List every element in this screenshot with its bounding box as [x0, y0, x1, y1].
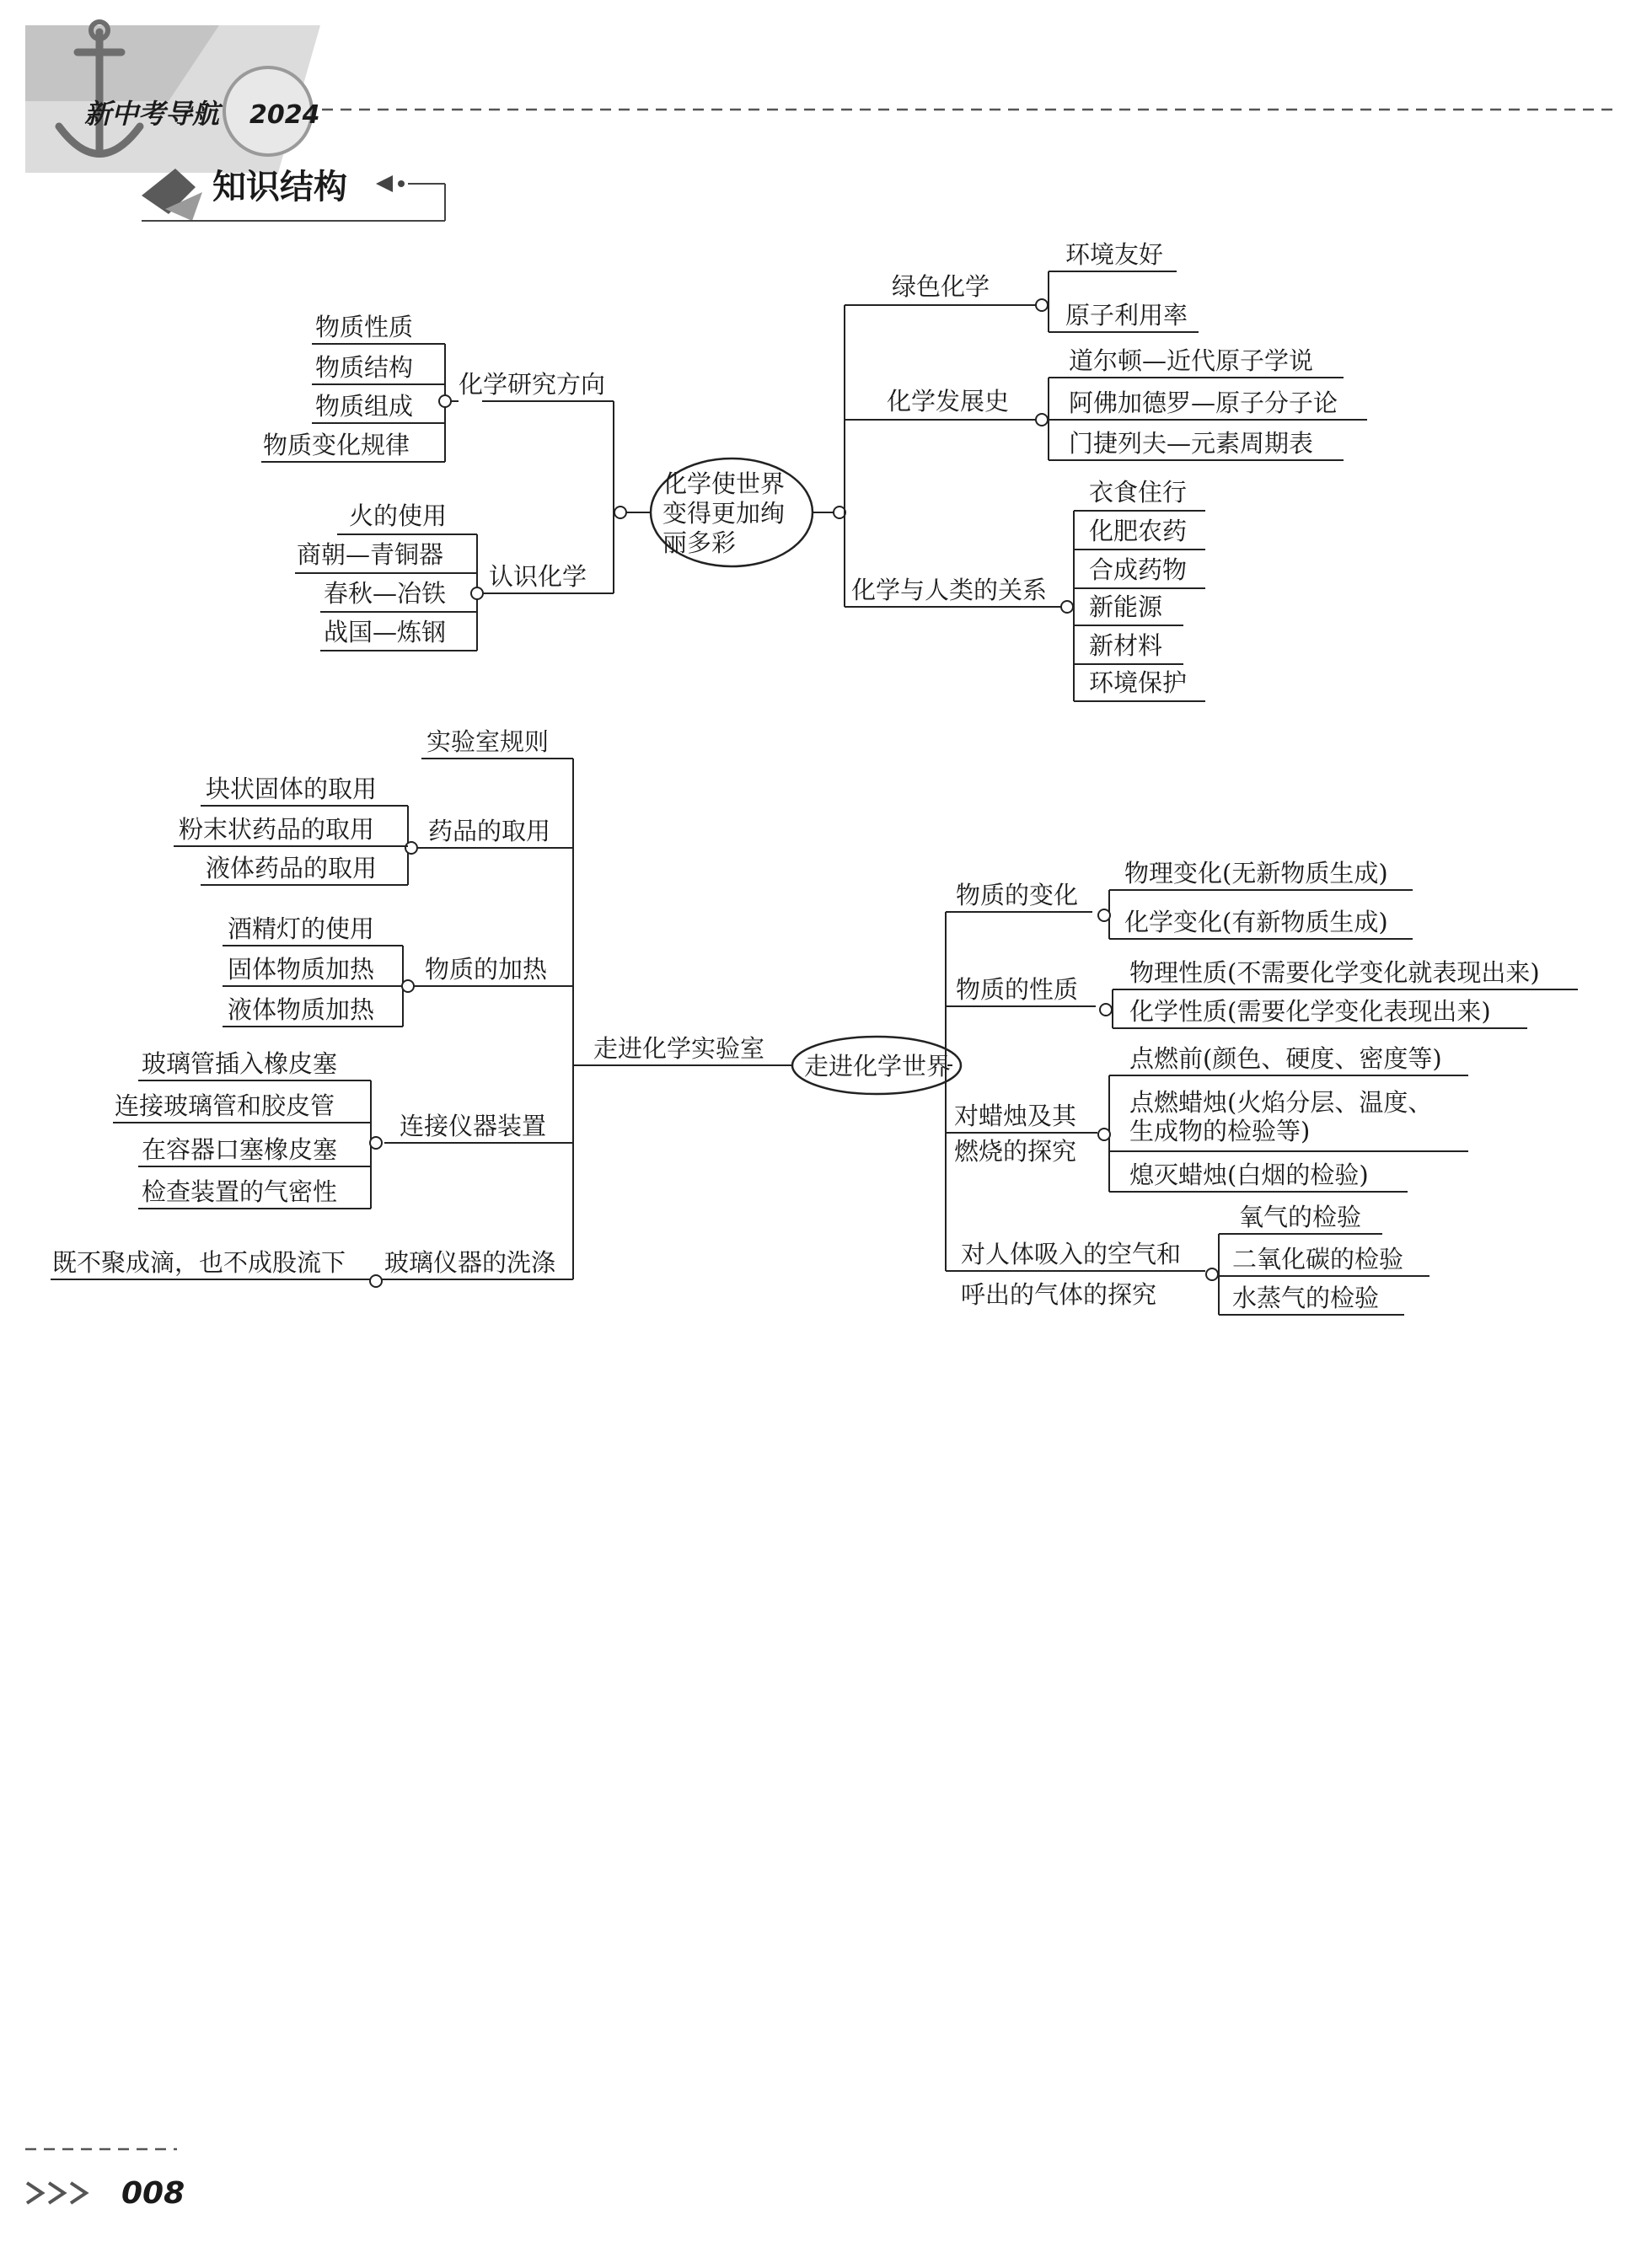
research-item-2: 物质结构 [315, 353, 414, 382]
green-chemistry-label: 绿色化学 [892, 272, 990, 301]
taking-item-2: 粉末状药品的取用 [179, 815, 375, 844]
know-chemistry-label: 认识化学 [489, 562, 587, 591]
candle-label-line-2: 燃烧的探究 [954, 1137, 1077, 1166]
research-item-3: 物质组成 [315, 392, 414, 421]
change-item-2: 化学变化(有新物质生成) [1124, 908, 1388, 936]
know-item-1: 火的使用 [349, 501, 448, 530]
connecting-item-3: 在容器口塞橡皮塞 [142, 1135, 338, 1164]
property-label: 物质的性质 [956, 975, 1079, 1004]
taking-item-1: 块状固体的取用 [206, 775, 378, 803]
section-arrow-icon [376, 175, 393, 192]
change-item-1: 物理变化(无新物质生成) [1124, 859, 1388, 887]
green-item-2: 原子利用率 [1065, 301, 1188, 330]
heating-item-2: 固体物质加热 [228, 955, 375, 984]
taking-item-3: 液体药品的取用 [206, 854, 378, 882]
breath-label-line-1: 对人体吸入的空气和 [961, 1240, 1182, 1268]
candle-burning-line-2: 生成物的检验等) [1129, 1117, 1311, 1145]
relation-item-1: 衣食住行 [1089, 478, 1188, 507]
map2-center-label: 走进化学世界 [804, 1052, 952, 1080]
history-item-2: 阿佛加德罗—原子分子论 [1069, 389, 1338, 417]
washing-item: 既不聚成滴，也不成股流下 [52, 1248, 346, 1277]
candle-label-line-1: 对蜡烛及其 [954, 1102, 1077, 1130]
section-header [142, 168, 445, 221]
property-item-1: 物理性质(不需要化学变化就表现出来) [1129, 958, 1540, 987]
breath-item-3: 水蒸气的检验 [1232, 1284, 1380, 1312]
relation-item-6: 环境保护 [1089, 668, 1188, 697]
relation-item-2: 化肥农药 [1089, 517, 1188, 545]
connecting-item-4: 检查装置的气密性 [142, 1177, 338, 1206]
breath-item-1: 氧气的检验 [1239, 1203, 1362, 1231]
triple-chevron-icon [27, 2183, 86, 2203]
research-item-4: 物质变化规律 [263, 431, 410, 459]
history-item-1: 道尔顿—近代原子学说 [1069, 346, 1314, 375]
lab-rules: 实验室规则 [426, 727, 550, 756]
heating-item-1: 酒精灯的使用 [228, 914, 375, 943]
washing-label: 玻璃仪器的洗涤 [384, 1248, 556, 1277]
history-item-3: 门捷列夫—元素周期表 [1069, 429, 1314, 458]
map1-center-line-3: 丽多彩 [662, 528, 737, 557]
change-label: 物质的变化 [956, 881, 1079, 909]
map1-center-line-1: 化学使世界 [662, 469, 786, 498]
candle-burning-line-1: 点燃蜡烛(火焰分层、温度、 [1129, 1088, 1433, 1117]
section-title: 知识结构 [212, 168, 347, 206]
header-brand: 新中考导航 [84, 98, 220, 130]
taking-label: 药品的取用 [428, 817, 551, 845]
header-year: 2024 [249, 100, 320, 130]
relation-item-4: 新能源 [1089, 592, 1163, 621]
research-item-1: 物质性质 [315, 313, 414, 341]
heating-label: 物质的加热 [425, 955, 548, 984]
connecting-item-2: 连接玻璃管和胶皮管 [115, 1091, 335, 1120]
breath-label-line-2: 呼出的气体的探究 [961, 1280, 1157, 1309]
know-item-3: 春秋—冶铁 [324, 579, 447, 608]
connecting-label: 连接仪器装置 [400, 1112, 547, 1140]
page-number: 008 [121, 2176, 185, 2211]
header-banner [25, 22, 1614, 173]
green-item-1: 环境友好 [1065, 240, 1164, 269]
know-item-2: 商朝—青铜器 [297, 540, 444, 569]
map1-center-line-2: 变得更加绚 [662, 499, 786, 528]
property-item-2: 化学性质(需要化学变化表现出来) [1129, 997, 1491, 1026]
relation-item-5: 新材料 [1089, 631, 1163, 660]
map1 [261, 240, 1367, 701]
candle-before: 点燃前(颜色、硬度、密度等) [1129, 1044, 1442, 1073]
map2 [51, 727, 1578, 1315]
research-direction-label: 化学研究方向 [459, 370, 606, 399]
relation-item-3: 合成药物 [1089, 555, 1188, 584]
history-label: 化学发展史 [887, 387, 1010, 416]
connecting-item-1: 玻璃管插入橡皮塞 [142, 1049, 338, 1078]
breath-item-2: 二氧化碳的检验 [1232, 1245, 1404, 1273]
candle-after: 熄灭蜡烛(白烟的检验) [1129, 1161, 1369, 1189]
know-item-4: 战国—炼钢 [324, 618, 447, 646]
lab-label: 走进化学实验室 [593, 1034, 765, 1063]
relation-label: 化学与人类的关系 [851, 576, 1048, 604]
footer [25, 2149, 185, 2211]
heating-item-3: 液体物质加热 [228, 995, 375, 1024]
